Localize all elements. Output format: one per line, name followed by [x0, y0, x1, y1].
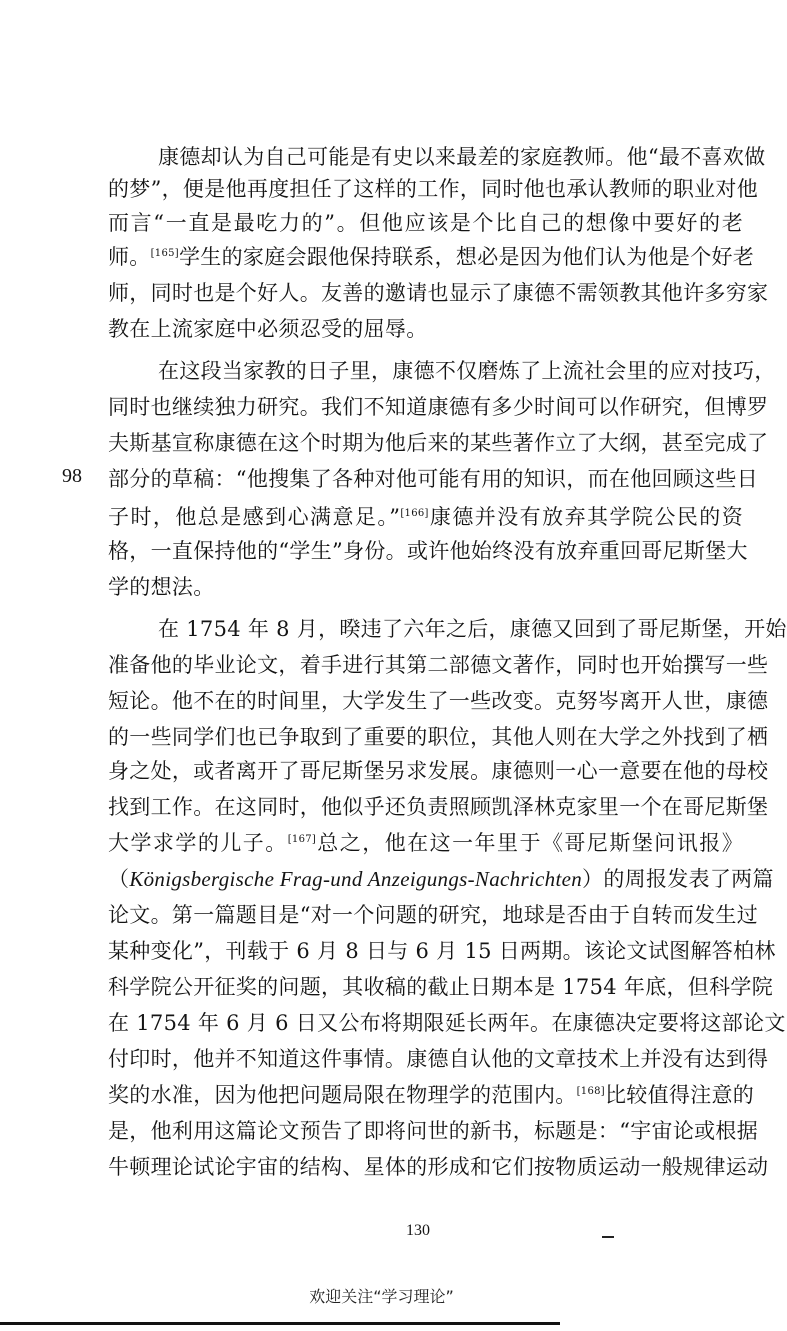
margin-page-number: 98 — [62, 465, 82, 487]
text-line: 找到工作。在这同时，他似乎还负责照顾凯泽林克家里一个在哥尼斯堡 — [108, 795, 769, 819]
text-line: 学的想法。 — [108, 575, 215, 599]
text-line: 师，同时也是个好人。友善的邀请也显示了康德不需领教其他许多穷家 — [108, 281, 769, 305]
text-line: 夫斯基宣称康德在这个时期为他后来的某些著作立了大纲，甚至完成了 — [108, 431, 769, 455]
footnote-ref-167: [167] — [287, 834, 317, 845]
text-line: 在这段当家教的日子里，康德不仅磨炼了上流社会里的应对技巧， — [158, 359, 776, 383]
text-run: 比较值得注意的 — [605, 1083, 755, 1107]
text-run: 学生的家庭会跟他保持联系，想必是因为他们认为他是个好老 — [179, 245, 755, 269]
text-line: 部分的草稿：“他搜集了各种对他可能有用的知识，而在他回顾这些日 — [108, 467, 759, 491]
text-line: 短论。他不在的时间里，大学发生了一些改变。克努岑离开人世，康德 — [108, 689, 769, 713]
text-run: 师。 — [108, 245, 151, 269]
text-line: 同时也继续独力研究。我们不知道康德有多少时间可以作研究，但博罗 — [108, 395, 769, 419]
text-line: 付印时，他并不知道这件事情。康德自认他的文章技术上并没有达到得 — [108, 1047, 769, 1071]
text-line — [108, 498, 743, 536]
text-line: 的梦”，便是他再度担任了这样的工作，同时他也承认教师的职业对他 — [108, 177, 759, 201]
text-line: 科学院公开征奖的问题，其收稿的截止日期本是 1754 年底，但科学院 — [108, 975, 773, 999]
text-line: 论文。第一篇题目是“对一个问题的研究，地球是否由于自转而发生过 — [108, 903, 759, 927]
text-run: ）的周报发表了两篇 — [582, 867, 774, 891]
footnote-ref-165: [165] — [150, 248, 179, 259]
footer-watermark: 欢迎关注“学习理论” — [309, 1287, 454, 1306]
footnote-ref-168: [168] — [576, 1086, 605, 1097]
text-line: 是，他利用这篇论文预告了即将问世的新书，标题是：“宇宙论或根据 — [108, 1119, 759, 1143]
text-run: （ — [108, 867, 130, 891]
text-line: 的一些同学们也已争取到了重要的职位，其他人则在大学之外找到了栖 — [108, 725, 769, 749]
text-line: 牛顿理论试论宇宙的结构、星体的形成和它们按物质运动一般规律运动 — [108, 1155, 769, 1179]
text-line: 在 1754 年 6 月 6 日又公布将期限延长两年。在康德决定要将这部论文 — [108, 1011, 786, 1035]
text-run: 大学求学的儿子。 — [108, 831, 288, 855]
text-line: 在 1754 年 8 月，暌违了六年之后，康德又回到了哥尼斯堡，开始 — [158, 617, 787, 641]
text-line: 而言“一直是最吃力的”。但他应该是个比自己的想像中要好的老 — [108, 211, 743, 235]
text-line: 准备他的毕业论文，着手进行其第二部德文著作，同时也开始撰写一些 — [108, 653, 769, 677]
newspaper-title-german: Königsbergische Frag-und Anzeigungs-Nachrichten — [129, 867, 583, 891]
text-line — [108, 824, 743, 862]
text-line: 康德却认为自己可能是有史以来最差的家庭教师。他“最不喜欢做 — [158, 145, 766, 169]
text-line — [108, 860, 774, 898]
text-run: 康德并没有放弃其学院公民的资 — [428, 505, 744, 529]
text-line — [108, 238, 755, 276]
footnote-ref-166: [166] — [400, 508, 429, 519]
text-run: 奖的水准，因为他把问题局限在物理学的范围内。 — [108, 1083, 577, 1107]
text-run: 子时，他总是感到心满意足。” — [108, 505, 401, 529]
text-line: 教在上流家庭中必须忍受的屈辱。 — [108, 317, 428, 341]
text-line: 某种变化”，刊载于 6 月 8 日与 6 月 15 日两期。该论文试图解答柏林 — [108, 939, 776, 963]
text-line: 身之处，或者离开了哥尼斯堡另求发展。康德则一心一意要在他的母校 — [108, 759, 769, 783]
text-line — [108, 1076, 755, 1114]
text-run: 总之，他在这一年里于《哥尼斯堡问讯报》 — [316, 831, 743, 855]
scan-mark — [602, 1236, 614, 1238]
bottom-rule — [0, 1322, 560, 1325]
page-number: 130 — [406, 1222, 430, 1239]
text-line: 格，一直保持他的“学生”身份。或许他始终没有放弃重回哥尼斯堡大 — [108, 539, 748, 563]
